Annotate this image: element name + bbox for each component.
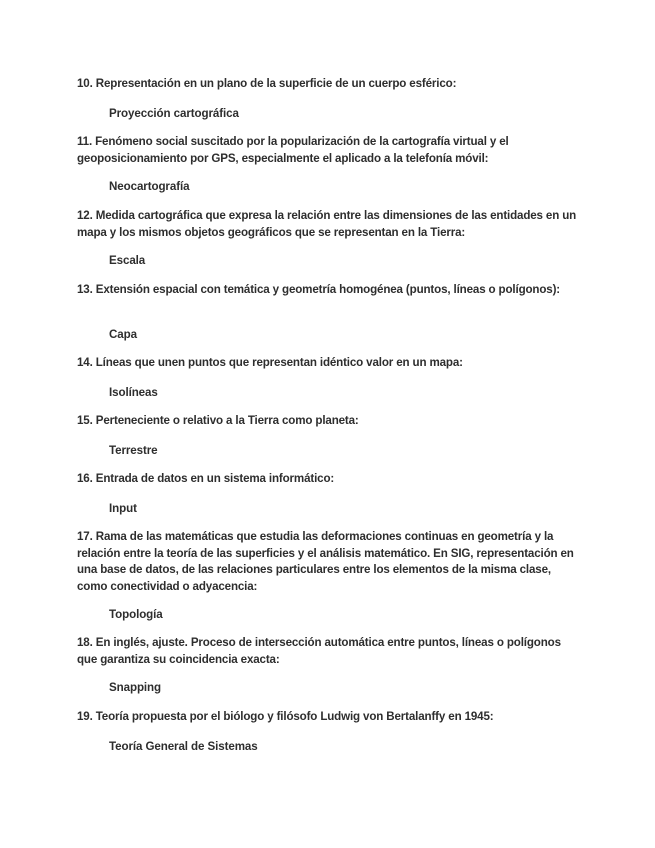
answer-text: Snapping — [109, 681, 162, 694]
answer-text: Neocartografía — [109, 180, 190, 193]
answer-text: Capa — [109, 328, 137, 341]
entry-10 — [77, 76, 577, 120]
entry-12 — [77, 208, 577, 267]
entry-11 — [77, 134, 577, 193]
question-text: 13. Extensión espacial con temática y geometría homogénea (puntos, líneas o polígonos): — [77, 283, 561, 296]
question-text: 16. Entrada de datos en un sistema informático: — [77, 472, 335, 485]
entry-18 — [77, 635, 577, 694]
entry-15 — [77, 413, 577, 457]
entry-19 — [77, 709, 577, 753]
question-text: 10. Representación en un plano de la superficie de un cuerpo esférico: — [77, 77, 457, 90]
question-text: 19. Teoría propuesta por el biólogo y filósofo Ludwig von Bertalanffy en 1945: — [77, 710, 494, 723]
question-text: 14. Líneas que unen puntos que representan idéntico valor en un mapa: — [77, 356, 463, 369]
question-text: 18. En inglés, ajuste. Proceso de intersección automática entre puntos, líneas o polígonos que garantiza su coincidencia exacta: — [77, 636, 561, 666]
question-text: 17. Rama de las matemáticas que estudia las deformaciones continuas en geometría y la relación entre la teoría de las superficies y el análisis matemático. En SIG, representación en una base de datos, de las relaciones particulares entre los elementos de la misma clase, como conectividad o adyacencia: — [77, 530, 574, 593]
entry-16 — [77, 471, 577, 515]
entry-17 — [77, 529, 577, 621]
answer-text: Topología — [109, 608, 163, 621]
answer-text: Terrestre — [109, 444, 158, 457]
answer-text: Isolíneas — [109, 386, 158, 399]
answer-text: Escala — [109, 254, 146, 267]
entry-13 — [77, 282, 577, 341]
question-text: 12. Medida cartográfica que expresa la relación entre las dimensiones de las entidades en un mapa y los mismos objetos geográficos que se representan en la Tierra: — [77, 209, 577, 239]
question-text: 15. Perteneciente o relativo a la Tierra como planeta: — [77, 414, 359, 427]
answer-text: Teoría General de Sistemas — [109, 740, 258, 753]
question-text: 11. Fenómeno social suscitado por la popularización de la cartografía virtual y el geoposicionamiento por GPS, especialmente el aplicado a la telefonía móvil: — [77, 135, 509, 165]
answer-text: Input — [109, 502, 137, 515]
answer-text: Proyección cartográfica — [109, 107, 239, 120]
entry-14 — [77, 355, 577, 399]
